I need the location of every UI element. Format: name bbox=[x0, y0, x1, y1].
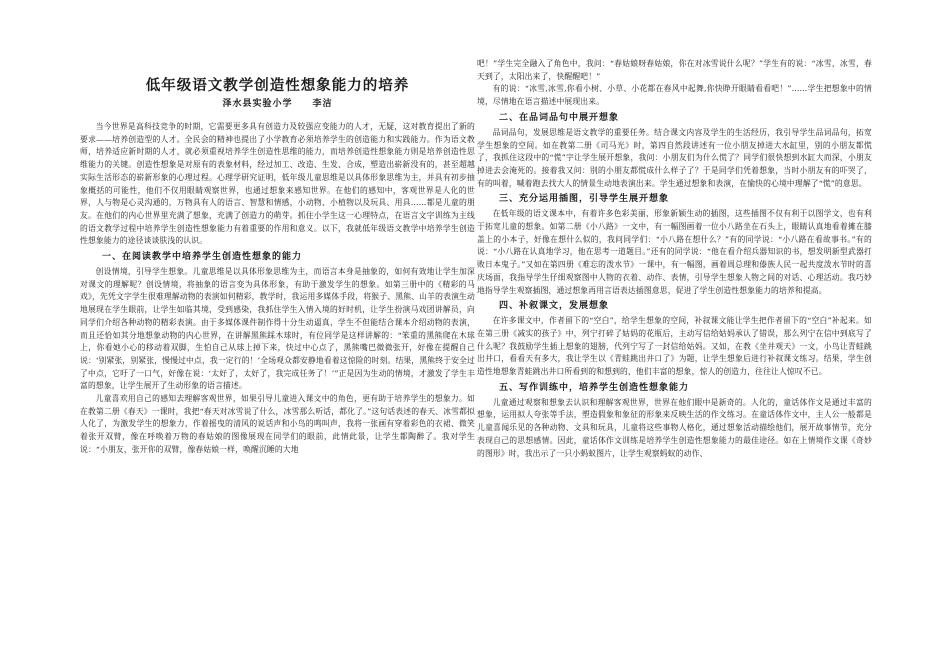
section-heading-3: 三、充分运用插图，引导学生展开想象 bbox=[499, 194, 670, 205]
section-heading-1: 一、在阅读教学中培养学生创造性想象的能力 bbox=[102, 252, 303, 263]
section-heading-2: 二、在品词品句中展开想象 bbox=[499, 112, 620, 123]
section-2-paragraph: 品词品句，发展思维是语文教学的重要任务。结合课文内容及学生的生活经历，我引导学生品词品句，拓宽学生想象的空间。如在教第二册《司马光》时，第四自然段讲述有一位小朋友掉进大水缸里，别的小朋友都慌了，我抓住这段中的“慌”字让学生展开想象，我问：小朋友们为什么慌了？同学们很快想到水缸大而深，小朋友掉进去会淹死的。接着我又问：别的小朋友都慌成什么样子了？于是同学们凭着想象，当时小朋友有的吓哭了，有的叫着，喊着跑去找大人的情景生动地表演出来。学生通过想象和表演，在愉快的心境中理解了“慌”的意思。 bbox=[477, 127, 872, 188]
left-column bbox=[80, 76, 475, 457]
section-1-paragraph-3: 吧！”学生完全融入了角色中，我问：“春姑娘呀春姑娘，你在对冰雪说什么呢？”学生有的说：“冰雪，冰雪，春天到了，太阳出来了，快醒醒吧！” bbox=[477, 59, 872, 81]
intro-paragraph: 当今世界是高科技竞争的时期，它需要更多具有创造力及较强应变能力的人才，无疑，这对教育提出了新的要求——培养创造型的人才。全民会的精神也提出了小学教育必须培养学生的创造能力和实践能力。作为语文教师，培养适应新时期的人才，就必须重视培养学生创造性思维的能力，而培养创造性想象能力则是培养创造性思维能力的关键。创造性想象是对原有的表象材料，经过加工、改造、生发、合成，塑造出崭新没有的，甚至超越实际生活形态的崭新形象的心理过程。心理学研究证明，低年级儿童思维是以具体形象思维为主，并具有初步抽象概括的可能性，他们不仅用眼睛观察世界，也通过想象来感知世界。在他们的感知中，客观世界是人化的世界，人与物是心灵沟通的，万物具有人的语言、智慧和情感，小动物、小植物以及玩具、用具……都是儿童的朋友。在他们的内心世界里充满了想象，充满了创造力的萌芽。抓住小学生这一心理特点，在语言文字训练为主线的语文教学过程中培养学生创造性想象能力有着重要的作用和意义。以下，我就低年级语文教学中培养学生创造性想象能力的途径谈谈肤浅的认识。 bbox=[80, 122, 475, 246]
right-column bbox=[477, 58, 872, 460]
section-1-paragraph-2: 儿童喜欢用自己的感知去理解客观世界，如果引导儿童进入课文中的角色，更有助于培养学生的想象力。如在教第二册《春天》一课时，我把“春天对冰雪说了什么，冰雪那么听话，都化了。”这句话表述的春天、冰雪都拟人化了，为激发学生的想象力，作着摇曳的清风的说话声和小鸟的鸣叫声，我将一张画有穿着彩色的衣裙、微笑着张开双臂，像在呼唤着万物的春姑娘的图像展现在同学们的眼前，此情此景，让学生都陶醉了。我对学生说：“小朋友，张开你的双臂，像春姑娘一样，唤醒沉睡的大地 bbox=[80, 394, 475, 454]
section-heading-4: 四、补叙课文，发展想象 bbox=[499, 301, 610, 312]
section-4-paragraph: 在许多课文中，作者留下的“空白”，给学生想象的空间，补叙课文能让学生把作者留下的“空白”补起来。如在第三册《减实的孩子》中，列宁打碎了姑妈的花瓶后，主动写信给姑妈承认了错误，那么列宁在信中到底写了什么呢？我鼓励学生插上想象的翅膀，代列宁写了一封信给姑妈。又如，在教《坐井观天》一文，小鸟让青蛙跳出井口，看看天有多大，我让学生以《青蛙跳出井口了》为题，让学生想象后进行补叙课文练习。结果，学生创造性地想象青蛙跳出井口所看到的和想到的，他们丰富的想象，惊人的创造力，往往让人惊叹不已。 bbox=[477, 316, 872, 377]
section-5-paragraph: 儿童通过观察和想象去认识和理解客观世界，世界在他们眼中是新奇的。人化的，童话体作文是通过丰富的想象，运用拟人夸张等手法，塑造假象和象征的形象来反映生活的作文练习。在童话体作文中，主人公一般都是儿童喜闻乐见的各种动物、文具和玩具，儿童将这些事物人格化，通过想象活动描绘他们，展开故事情节，充分表现自己的思想感情。因此，童话体作文训练是培养学生创造性想象能力的最佳途径。如在上情境作文课《奇妙的图形》时，我出示了一只小蚂蚁图片，让学生观察蚂蚁的动作、 bbox=[477, 397, 872, 458]
section-1-paragraph-1: 创设情境，引导学生想象。儿童思维是以具体形象思维为主，而语言本身是抽象的，如何有效地让学生加深对课文的理解呢？创设情境，将抽象的语言变为具体形象，有助于激发学生的想象。如第三册中的《精彩的马戏》，先凭文字学生很难理解动物的表演如何精彩，教学时，我运用多媒体手段，将猴子、黑熊、山羊的表演生动地展现在学生眼前，让学生如临其境，受到感染，我抓住学生入情入境的好时机，让学生扮演马戏团讲解员，向同学们介绍各种动物的精彩表演。由于多媒体课件制作得十分生动逼真，学生不但能结合课本介绍动物的表演，而且还恰如其分地想象动物的内心世界，在讲解黑熊踩木球时，有位同学是这样讲解的：“笨重的黑熊爬在木球上，你看她小心的移动着双脚，生怕自己从球上掉下来，快过中心点了，黑熊嘴巴微微张开，好像在提醒自己说：‘别紧张，别紧张，慢慢过中点，我一定行的！’全场观众都安静地看着这惊险的时刻。结果，黑熊终于安全过了中点，它吁了一口气，好像在说：‘太好了，太好了，我完成任务了！’”正是因为生动的情境，才激发了学生丰富的想象，让学生展开了生动形象的语言描述。 bbox=[80, 267, 475, 391]
section-1-paragraph-4: 有的说：“冰雪,冰雪,你看小树、小草、小花都在春风中起舞,你快睁开眼睛看看吧！”……学生把想象中的情境，尽情地在语言描述中展现出来。 bbox=[477, 84, 872, 107]
author-line: 泽水县实验小学 李洁 bbox=[222, 99, 333, 109]
section-heading-5: 五、写作训练中，培养学生创造性想象能力 bbox=[499, 382, 690, 393]
section-3-paragraph: 在低年级的语文课本中，有着许多色彩美丽，形象新颖生动的插图，这些插图不仅有利于以图学文，也有利于拓宽儿童的想象。如第二册《小八路》一文中，有一幅图画着一位小八路坐在石头上，眼睛认真地看着摊在膝盖上的小本子，好像在想什么似的，我问同学们：“小八路在想什么？”有的同学说：“小八路在看故事书。”有的说：“小八路在认真地学习，他在思考一道题目。”还有的同学说：“他在看介绍兵器知识的书，想发明新型武器打败日本鬼子。”又如在第四册《难忘的泼水节》一课中，有一幅图，画着周总理和傣族人民一起共度泼水节时的喜庆场面，我指导学生仔细观察图中人物的衣着、动作、表情，引导学生想象人物之间的对话、心理活动。我巧妙地指导学生观察插图，通过想象再用言语表达插图意思，促进了学生创造性想象能力的培养和提高。 bbox=[477, 209, 872, 295]
document-title: 低年级语文教学创造性想象能力的培养 bbox=[145, 77, 410, 94]
